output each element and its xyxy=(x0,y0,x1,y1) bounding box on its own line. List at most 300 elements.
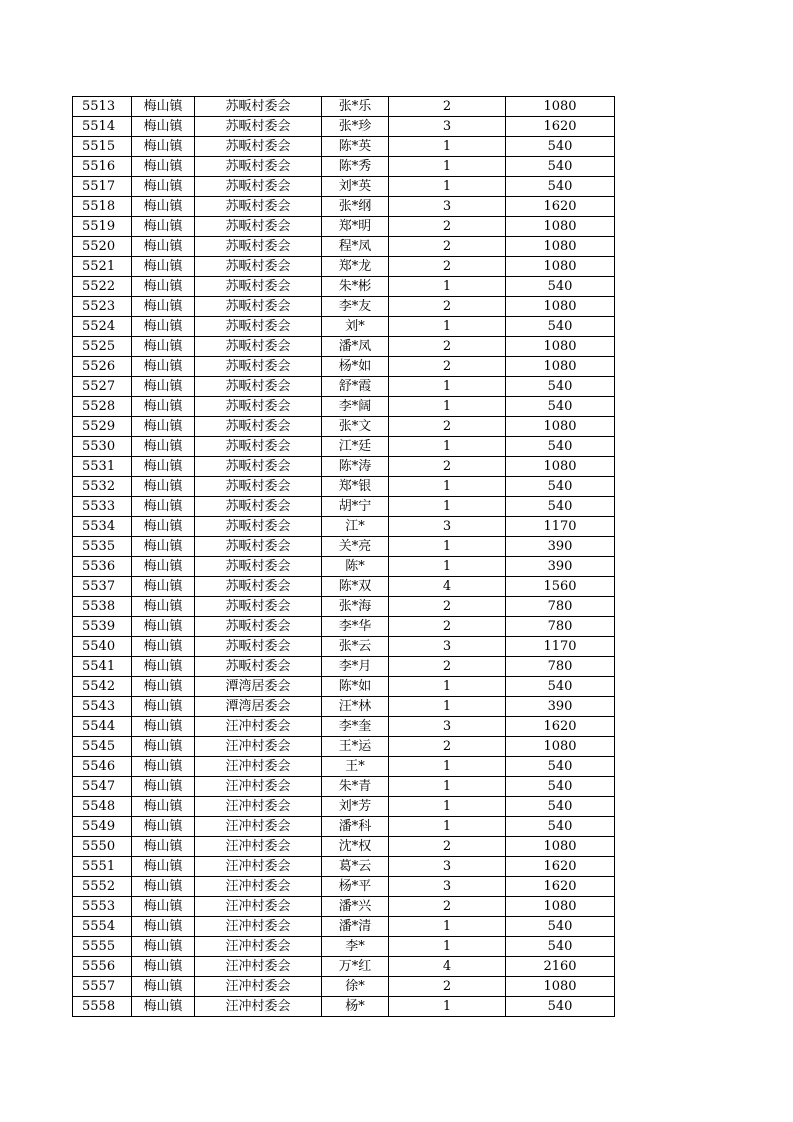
table-row xyxy=(73,517,615,537)
village-cell: 苏畈村委会 xyxy=(195,657,322,677)
name-cell: 潘*清 xyxy=(322,917,389,937)
row-id-cell: 5513 xyxy=(73,97,132,117)
count-cell: 1 xyxy=(389,277,506,297)
name-cell: 郑*银 xyxy=(322,477,389,497)
village-cell: 苏畈村委会 xyxy=(195,297,322,317)
table-row xyxy=(73,777,615,797)
amount-cell: 540 xyxy=(506,317,615,337)
table-row xyxy=(73,457,615,477)
amount-cell: 540 xyxy=(506,177,615,197)
name-cell: 杨*平 xyxy=(322,877,389,897)
table-row xyxy=(73,917,615,937)
table-row xyxy=(73,97,615,117)
count-cell: 1 xyxy=(389,937,506,957)
town-cell: 梅山镇 xyxy=(132,117,195,137)
table-row xyxy=(73,617,615,637)
name-cell: 李*阔 xyxy=(322,397,389,417)
table-row xyxy=(73,257,615,277)
row-id-cell: 5556 xyxy=(73,957,132,977)
row-id-cell: 5558 xyxy=(73,997,132,1017)
town-cell: 梅山镇 xyxy=(132,217,195,237)
town-cell: 梅山镇 xyxy=(132,617,195,637)
row-id-cell: 5554 xyxy=(73,917,132,937)
town-cell: 梅山镇 xyxy=(132,977,195,997)
amount-cell: 540 xyxy=(506,817,615,837)
count-cell: 2 xyxy=(389,657,506,677)
table-row xyxy=(73,157,615,177)
name-cell: 潘*科 xyxy=(322,817,389,837)
town-cell: 梅山镇 xyxy=(132,297,195,317)
name-cell: 李*友 xyxy=(322,297,389,317)
table-row xyxy=(73,297,615,317)
table-row xyxy=(73,817,615,837)
count-cell: 2 xyxy=(389,357,506,377)
amount-cell: 540 xyxy=(506,757,615,777)
village-cell: 苏畈村委会 xyxy=(195,197,322,217)
amount-cell: 2160 xyxy=(506,957,615,977)
row-id-cell: 5535 xyxy=(73,537,132,557)
name-cell: 陈* xyxy=(322,557,389,577)
amount-cell: 390 xyxy=(506,557,615,577)
amount-cell: 780 xyxy=(506,597,615,617)
town-cell: 梅山镇 xyxy=(132,337,195,357)
row-id-cell: 5525 xyxy=(73,337,132,357)
row-id-cell: 5547 xyxy=(73,777,132,797)
table-row xyxy=(73,317,615,337)
row-id-cell: 5557 xyxy=(73,977,132,997)
village-cell: 苏畈村委会 xyxy=(195,217,322,237)
amount-cell: 540 xyxy=(506,277,615,297)
village-cell: 苏畈村委会 xyxy=(195,117,322,137)
village-cell: 苏畈村委会 xyxy=(195,597,322,617)
village-cell: 汪冲村委会 xyxy=(195,917,322,937)
name-cell: 陈*如 xyxy=(322,677,389,697)
count-cell: 1 xyxy=(389,377,506,397)
village-cell: 汪冲村委会 xyxy=(195,977,322,997)
row-id-cell: 5538 xyxy=(73,597,132,617)
row-id-cell: 5522 xyxy=(73,277,132,297)
count-cell: 1 xyxy=(389,397,506,417)
amount-cell: 1080 xyxy=(506,257,615,277)
count-cell: 2 xyxy=(389,337,506,357)
count-cell: 2 xyxy=(389,297,506,317)
count-cell: 2 xyxy=(389,617,506,637)
table-row xyxy=(73,797,615,817)
town-cell: 梅山镇 xyxy=(132,937,195,957)
amount-cell: 540 xyxy=(506,797,615,817)
table-row xyxy=(73,957,615,977)
town-cell: 梅山镇 xyxy=(132,97,195,117)
name-cell: 陈*秀 xyxy=(322,157,389,177)
village-cell: 苏畈村委会 xyxy=(195,497,322,517)
name-cell: 张*乐 xyxy=(322,97,389,117)
amount-cell: 540 xyxy=(506,677,615,697)
count-cell: 2 xyxy=(389,597,506,617)
village-cell: 苏畈村委会 xyxy=(195,437,322,457)
count-cell: 3 xyxy=(389,877,506,897)
amount-cell: 540 xyxy=(506,777,615,797)
town-cell: 梅山镇 xyxy=(132,697,195,717)
row-id-cell: 5533 xyxy=(73,497,132,517)
table-row xyxy=(73,857,615,877)
table-row xyxy=(73,597,615,617)
village-cell: 汪冲村委会 xyxy=(195,877,322,897)
town-cell: 梅山镇 xyxy=(132,837,195,857)
amount-cell: 540 xyxy=(506,997,615,1017)
count-cell: 1 xyxy=(389,677,506,697)
row-id-cell: 5553 xyxy=(73,897,132,917)
count-cell: 3 xyxy=(389,637,506,657)
village-cell: 潭湾居委会 xyxy=(195,677,322,697)
name-cell: 万*红 xyxy=(322,957,389,977)
village-cell: 汪冲村委会 xyxy=(195,737,322,757)
name-cell: 江*廷 xyxy=(322,437,389,457)
count-cell: 1 xyxy=(389,477,506,497)
table-row xyxy=(73,717,615,737)
village-cell: 苏畈村委会 xyxy=(195,97,322,117)
count-cell: 1 xyxy=(389,997,506,1017)
village-cell: 汪冲村委会 xyxy=(195,717,322,737)
row-id-cell: 5523 xyxy=(73,297,132,317)
row-id-cell: 5518 xyxy=(73,197,132,217)
name-cell: 陈*英 xyxy=(322,137,389,157)
table-row xyxy=(73,177,615,197)
count-cell: 1 xyxy=(389,537,506,557)
row-id-cell: 5519 xyxy=(73,217,132,237)
town-cell: 梅山镇 xyxy=(132,357,195,377)
village-cell: 苏畈村委会 xyxy=(195,637,322,657)
village-cell: 苏畈村委会 xyxy=(195,377,322,397)
row-id-cell: 5520 xyxy=(73,237,132,257)
village-cell: 苏畈村委会 xyxy=(195,457,322,477)
village-cell: 汪冲村委会 xyxy=(195,777,322,797)
village-cell: 汪冲村委会 xyxy=(195,837,322,857)
amount-cell: 540 xyxy=(506,137,615,157)
amount-cell: 1080 xyxy=(506,237,615,257)
count-cell: 4 xyxy=(389,957,506,977)
town-cell: 梅山镇 xyxy=(132,957,195,977)
table-row xyxy=(73,217,615,237)
row-id-cell: 5542 xyxy=(73,677,132,697)
amount-cell: 1170 xyxy=(506,637,615,657)
town-cell: 梅山镇 xyxy=(132,257,195,277)
town-cell: 梅山镇 xyxy=(132,597,195,617)
town-cell: 梅山镇 xyxy=(132,497,195,517)
count-cell: 4 xyxy=(389,577,506,597)
row-id-cell: 5532 xyxy=(73,477,132,497)
amount-cell: 1620 xyxy=(506,857,615,877)
village-cell: 苏畈村委会 xyxy=(195,477,322,497)
table-row xyxy=(73,537,615,557)
count-cell: 2 xyxy=(389,457,506,477)
amount-cell: 780 xyxy=(506,657,615,677)
village-cell: 苏畈村委会 xyxy=(195,337,322,357)
row-id-cell: 5516 xyxy=(73,157,132,177)
row-id-cell: 5521 xyxy=(73,257,132,277)
table-row xyxy=(73,277,615,297)
amount-cell: 540 xyxy=(506,437,615,457)
table-row xyxy=(73,397,615,417)
name-cell: 朱*彬 xyxy=(322,277,389,297)
name-cell: 沈*权 xyxy=(322,837,389,857)
name-cell: 李*奎 xyxy=(322,717,389,737)
village-cell: 苏畈村委会 xyxy=(195,417,322,437)
village-cell: 苏畈村委会 xyxy=(195,237,322,257)
town-cell: 梅山镇 xyxy=(132,877,195,897)
table-body xyxy=(73,97,615,1017)
town-cell: 梅山镇 xyxy=(132,277,195,297)
amount-cell: 1080 xyxy=(506,457,615,477)
name-cell: 张*文 xyxy=(322,417,389,437)
town-cell: 梅山镇 xyxy=(132,517,195,537)
count-cell: 1 xyxy=(389,317,506,337)
amount-cell: 1080 xyxy=(506,977,615,997)
town-cell: 梅山镇 xyxy=(132,717,195,737)
row-id-cell: 5529 xyxy=(73,417,132,437)
amount-cell: 540 xyxy=(506,477,615,497)
village-cell: 汪冲村委会 xyxy=(195,937,322,957)
table-row xyxy=(73,117,615,137)
count-cell: 1 xyxy=(389,777,506,797)
village-cell: 汪冲村委会 xyxy=(195,817,322,837)
village-cell: 苏畈村委会 xyxy=(195,397,322,417)
name-cell: 胡*宁 xyxy=(322,497,389,517)
amount-cell: 540 xyxy=(506,377,615,397)
amount-cell: 1080 xyxy=(506,97,615,117)
town-cell: 梅山镇 xyxy=(132,197,195,217)
town-cell: 梅山镇 xyxy=(132,557,195,577)
count-cell: 3 xyxy=(389,857,506,877)
name-cell: 杨*如 xyxy=(322,357,389,377)
count-cell: 1 xyxy=(389,817,506,837)
table-row xyxy=(73,237,615,257)
town-cell: 梅山镇 xyxy=(132,637,195,657)
town-cell: 梅山镇 xyxy=(132,577,195,597)
name-cell: 张*海 xyxy=(322,597,389,617)
amount-cell: 540 xyxy=(506,937,615,957)
count-cell: 3 xyxy=(389,197,506,217)
row-id-cell: 5531 xyxy=(73,457,132,477)
name-cell: 朱*青 xyxy=(322,777,389,797)
name-cell: 江* xyxy=(322,517,389,537)
count-cell: 2 xyxy=(389,217,506,237)
town-cell: 梅山镇 xyxy=(132,457,195,477)
amount-cell: 1080 xyxy=(506,897,615,917)
town-cell: 梅山镇 xyxy=(132,477,195,497)
row-id-cell: 5551 xyxy=(73,857,132,877)
village-cell: 苏畈村委会 xyxy=(195,177,322,197)
name-cell: 葛*云 xyxy=(322,857,389,877)
table-row xyxy=(73,697,615,717)
table-row xyxy=(73,897,615,917)
table-row xyxy=(73,677,615,697)
table-row xyxy=(73,337,615,357)
town-cell: 梅山镇 xyxy=(132,177,195,197)
amount-cell: 540 xyxy=(506,397,615,417)
amount-cell: 1620 xyxy=(506,117,615,137)
village-cell: 潭湾居委会 xyxy=(195,697,322,717)
name-cell: 王*运 xyxy=(322,737,389,757)
town-cell: 梅山镇 xyxy=(132,237,195,257)
village-cell: 苏畈村委会 xyxy=(195,557,322,577)
name-cell: 陈*涛 xyxy=(322,457,389,477)
row-id-cell: 5524 xyxy=(73,317,132,337)
count-cell: 1 xyxy=(389,557,506,577)
amount-cell: 1080 xyxy=(506,417,615,437)
name-cell: 张*纲 xyxy=(322,197,389,217)
amount-cell: 1080 xyxy=(506,357,615,377)
table-row xyxy=(73,137,615,157)
town-cell: 梅山镇 xyxy=(132,757,195,777)
town-cell: 梅山镇 xyxy=(132,437,195,457)
town-cell: 梅山镇 xyxy=(132,897,195,917)
table-row xyxy=(73,477,615,497)
count-cell: 1 xyxy=(389,497,506,517)
name-cell: 陈*双 xyxy=(322,577,389,597)
village-cell: 苏畈村委会 xyxy=(195,137,322,157)
table-row xyxy=(73,377,615,397)
count-cell: 2 xyxy=(389,897,506,917)
amount-cell: 1080 xyxy=(506,837,615,857)
town-cell: 梅山镇 xyxy=(132,537,195,557)
table-row xyxy=(73,737,615,757)
amount-cell: 390 xyxy=(506,537,615,557)
count-cell: 1 xyxy=(389,917,506,937)
amount-cell: 390 xyxy=(506,697,615,717)
town-cell: 梅山镇 xyxy=(132,797,195,817)
amount-cell: 540 xyxy=(506,917,615,937)
village-cell: 苏畈村委会 xyxy=(195,157,322,177)
row-id-cell: 5515 xyxy=(73,137,132,157)
amount-cell: 540 xyxy=(506,157,615,177)
amount-cell: 1080 xyxy=(506,737,615,757)
count-cell: 2 xyxy=(389,837,506,857)
village-cell: 汪冲村委会 xyxy=(195,957,322,977)
name-cell: 郑*龙 xyxy=(322,257,389,277)
town-cell: 梅山镇 xyxy=(132,317,195,337)
count-cell: 3 xyxy=(389,717,506,737)
name-cell: 程*凤 xyxy=(322,237,389,257)
village-cell: 苏畈村委会 xyxy=(195,517,322,537)
table-row xyxy=(73,877,615,897)
name-cell: 郑*明 xyxy=(322,217,389,237)
name-cell: 徐* xyxy=(322,977,389,997)
count-cell: 2 xyxy=(389,257,506,277)
amount-cell: 540 xyxy=(506,497,615,517)
name-cell: 刘*英 xyxy=(322,177,389,197)
count-cell: 1 xyxy=(389,797,506,817)
table-row xyxy=(73,197,615,217)
row-id-cell: 5543 xyxy=(73,697,132,717)
town-cell: 梅山镇 xyxy=(132,997,195,1017)
row-id-cell: 5549 xyxy=(73,817,132,837)
count-cell: 3 xyxy=(389,117,506,137)
row-id-cell: 5552 xyxy=(73,877,132,897)
amount-cell: 780 xyxy=(506,617,615,637)
name-cell: 刘* xyxy=(322,317,389,337)
amount-cell: 1080 xyxy=(506,297,615,317)
table-row xyxy=(73,837,615,857)
name-cell: 刘*芳 xyxy=(322,797,389,817)
name-cell: 张*珍 xyxy=(322,117,389,137)
count-cell: 2 xyxy=(389,737,506,757)
table-row xyxy=(73,417,615,437)
name-cell: 关*亮 xyxy=(322,537,389,557)
village-cell: 苏畈村委会 xyxy=(195,357,322,377)
row-id-cell: 5548 xyxy=(73,797,132,817)
row-id-cell: 5544 xyxy=(73,717,132,737)
village-cell: 汪冲村委会 xyxy=(195,797,322,817)
amount-cell: 1080 xyxy=(506,337,615,357)
name-cell: 杨* xyxy=(322,997,389,1017)
count-cell: 3 xyxy=(389,517,506,537)
town-cell: 梅山镇 xyxy=(132,417,195,437)
row-id-cell: 5555 xyxy=(73,937,132,957)
count-cell: 1 xyxy=(389,137,506,157)
table-row xyxy=(73,437,615,457)
table-row xyxy=(73,497,615,517)
town-cell: 梅山镇 xyxy=(132,137,195,157)
table-row xyxy=(73,657,615,677)
name-cell: 汪*林 xyxy=(322,697,389,717)
row-id-cell: 5537 xyxy=(73,577,132,597)
town-cell: 梅山镇 xyxy=(132,857,195,877)
amount-cell: 1620 xyxy=(506,197,615,217)
row-id-cell: 5550 xyxy=(73,837,132,857)
town-cell: 梅山镇 xyxy=(132,917,195,937)
table-row xyxy=(73,937,615,957)
table-row xyxy=(73,757,615,777)
name-cell: 潘*凤 xyxy=(322,337,389,357)
table-row xyxy=(73,977,615,997)
name-cell: 李*华 xyxy=(322,617,389,637)
row-id-cell: 5540 xyxy=(73,637,132,657)
town-cell: 梅山镇 xyxy=(132,397,195,417)
data-table xyxy=(72,96,615,1017)
village-cell: 汪冲村委会 xyxy=(195,857,322,877)
village-cell: 苏畈村委会 xyxy=(195,257,322,277)
row-id-cell: 5539 xyxy=(73,617,132,637)
amount-cell: 1170 xyxy=(506,517,615,537)
count-cell: 1 xyxy=(389,697,506,717)
count-cell: 1 xyxy=(389,177,506,197)
table-row xyxy=(73,997,615,1017)
row-id-cell: 5526 xyxy=(73,357,132,377)
village-cell: 苏畈村委会 xyxy=(195,277,322,297)
row-id-cell: 5514 xyxy=(73,117,132,137)
village-cell: 苏畈村委会 xyxy=(195,577,322,597)
village-cell: 汪冲村委会 xyxy=(195,997,322,1017)
town-cell: 梅山镇 xyxy=(132,737,195,757)
name-cell: 张*云 xyxy=(322,637,389,657)
count-cell: 1 xyxy=(389,437,506,457)
town-cell: 梅山镇 xyxy=(132,377,195,397)
amount-cell: 1080 xyxy=(506,217,615,237)
village-cell: 汪冲村委会 xyxy=(195,897,322,917)
count-cell: 2 xyxy=(389,977,506,997)
town-cell: 梅山镇 xyxy=(132,657,195,677)
row-id-cell: 5527 xyxy=(73,377,132,397)
row-id-cell: 5517 xyxy=(73,177,132,197)
village-cell: 苏畈村委会 xyxy=(195,537,322,557)
row-id-cell: 5545 xyxy=(73,737,132,757)
amount-cell: 1620 xyxy=(506,877,615,897)
row-id-cell: 5541 xyxy=(73,657,132,677)
count-cell: 2 xyxy=(389,97,506,117)
count-cell: 1 xyxy=(389,757,506,777)
town-cell: 梅山镇 xyxy=(132,677,195,697)
count-cell: 1 xyxy=(389,157,506,177)
